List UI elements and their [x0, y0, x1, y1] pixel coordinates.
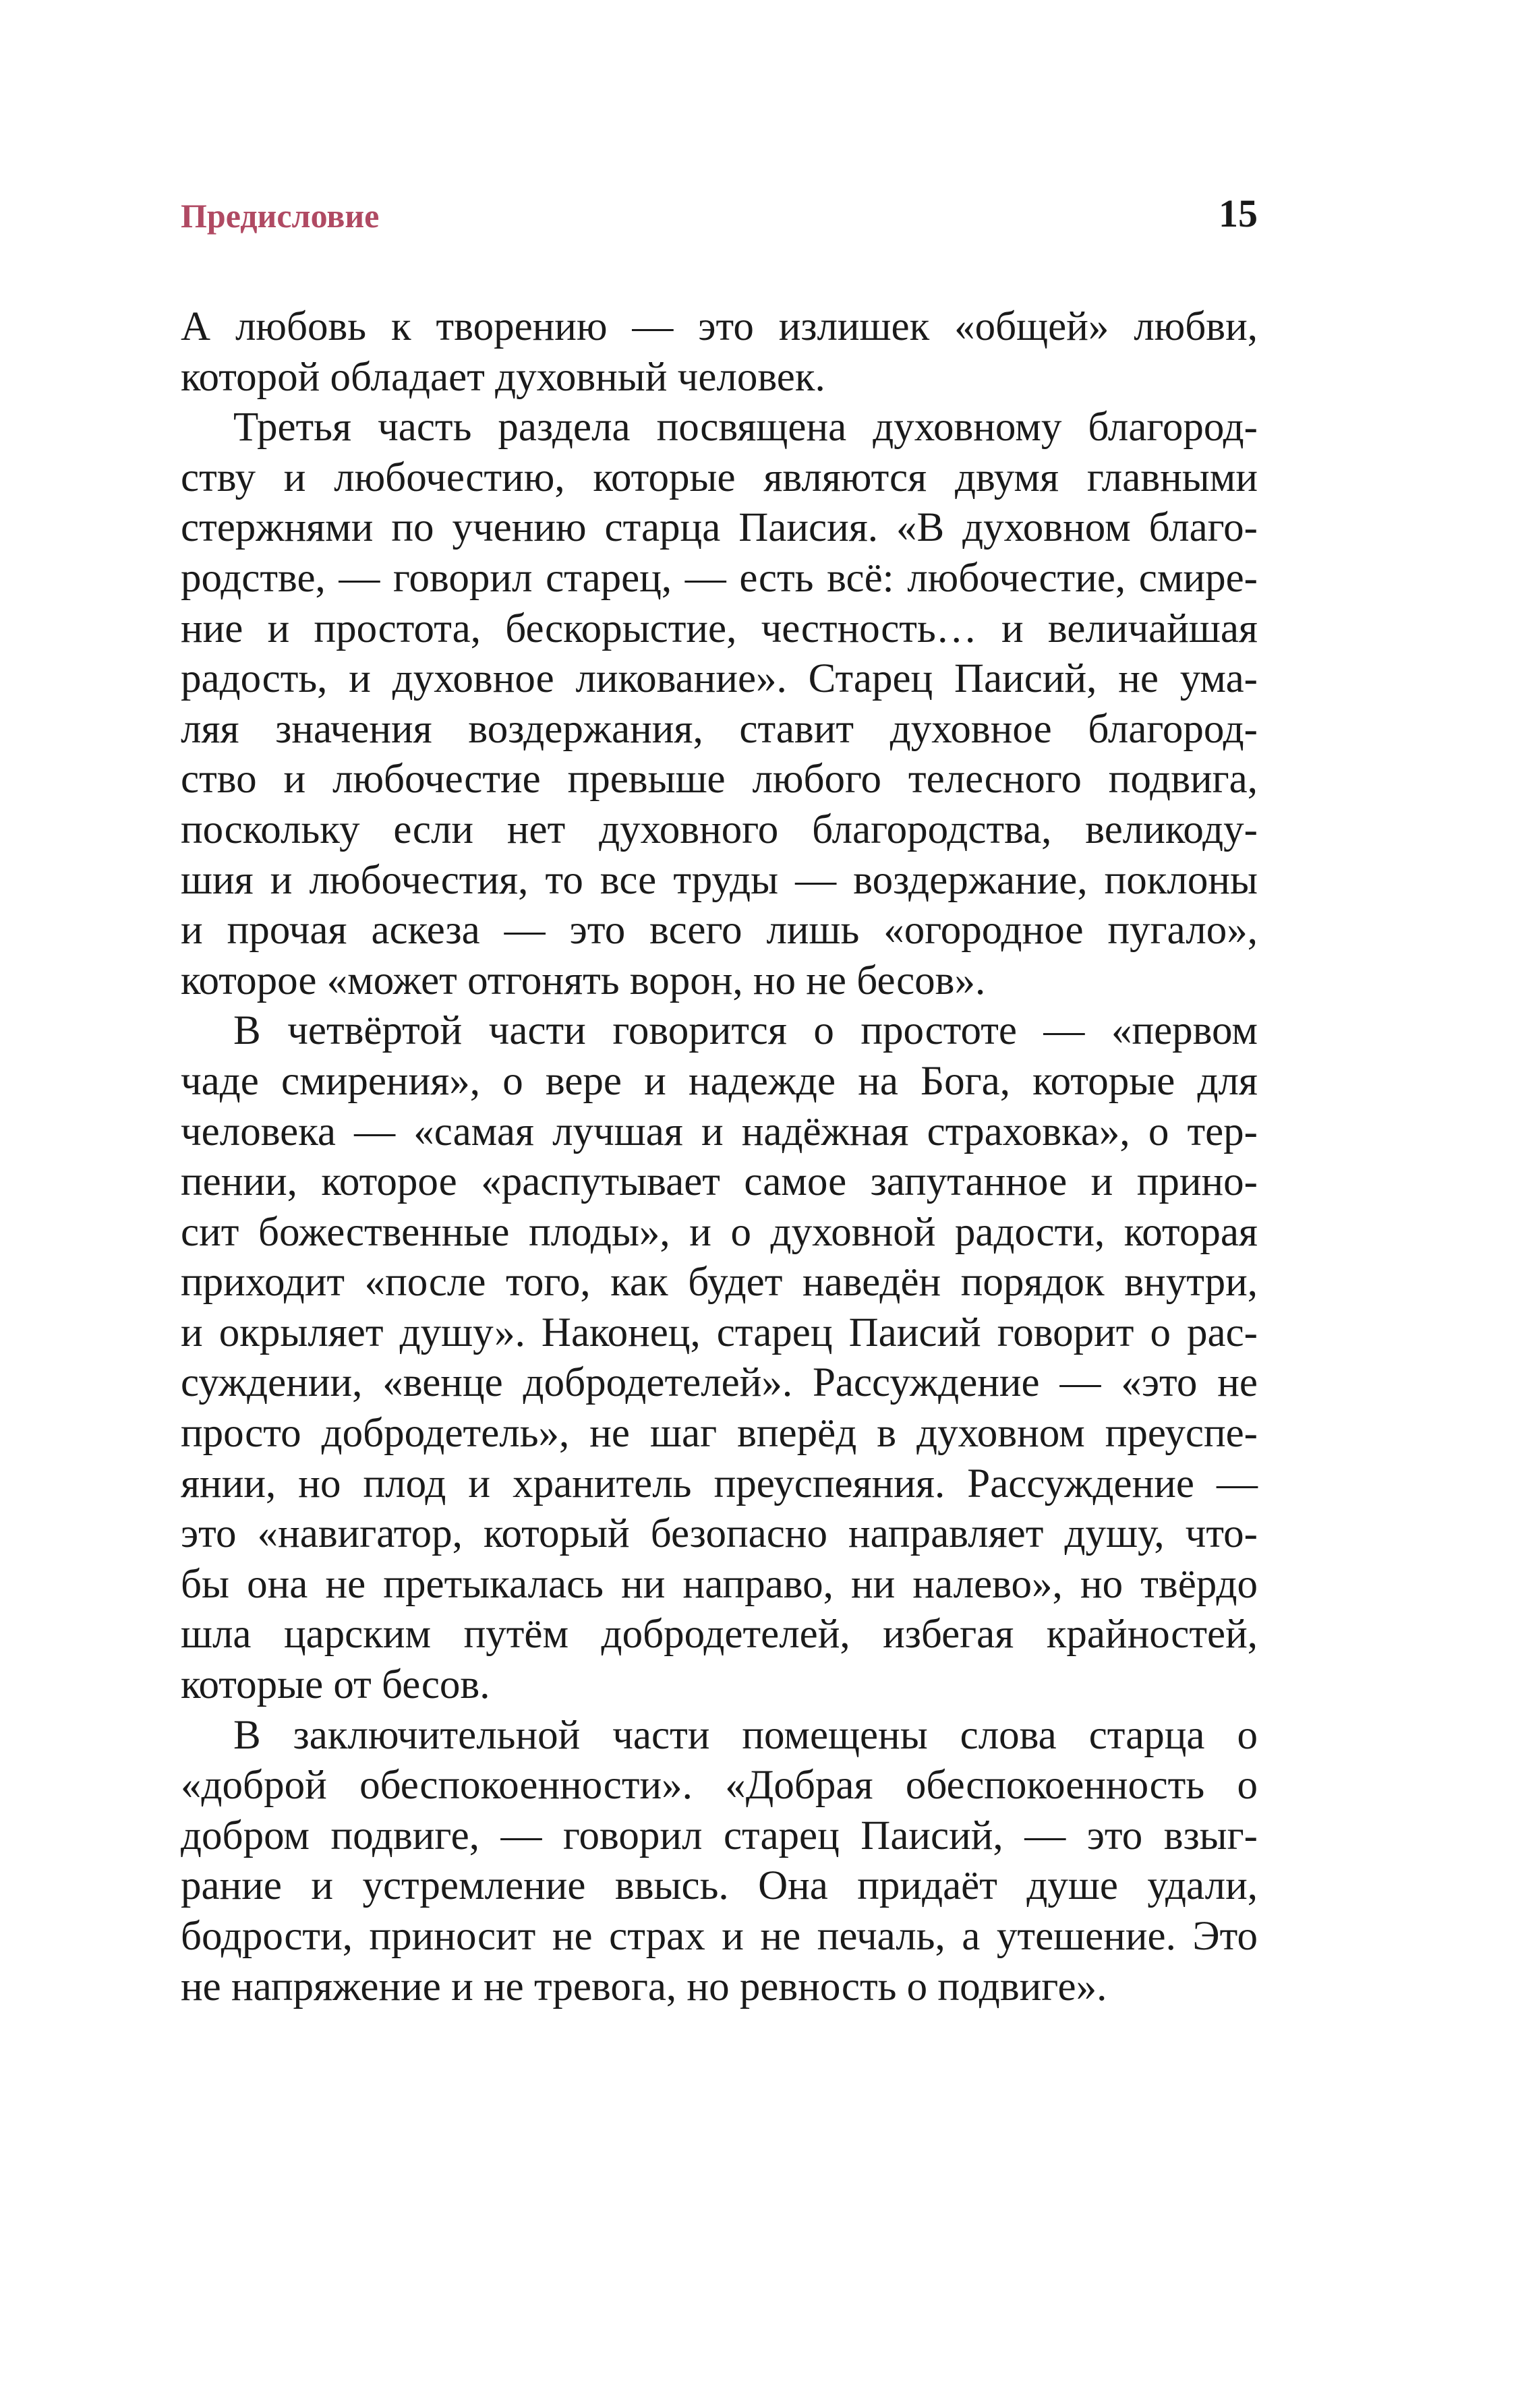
text-line: не напряжение и не тревога, но ревность о подвиге».	[181, 1964, 1107, 2009]
text-line: родстве, — говорил старец, — есть всё: любочестие, смире-	[181, 555, 1258, 601]
text-line: приходит «после того, как будет наведён порядок внутри,	[181, 1260, 1258, 1305]
text-line: которой обладает духовный человек.	[181, 354, 825, 400]
text-line: янии, но плод и хранитель преуспеяния. Рассуждение —	[181, 1461, 1258, 1506]
text-line: ство и любочестие превыше любого телесного подвига,	[181, 757, 1258, 802]
text-line: В четвёртой части говорится о простоте — «первом	[233, 1008, 1258, 1054]
paragraph	[181, 403, 1258, 1006]
text-line: которые от бесов.	[181, 1662, 490, 1708]
page-number: 15	[1219, 192, 1258, 235]
text-line: ляя значения воздержания, ставит духовное благород-	[181, 706, 1258, 752]
text-line: и окрыляет душу». Наконец, старец Паисий говорит о рас-	[181, 1310, 1258, 1355]
text-line: пении, которое «распутывает самое запутанное и прино-	[181, 1159, 1258, 1205]
text-line: рание и устремление ввысь. Она придаёт душе удали,	[181, 1863, 1258, 1909]
text-line: бодрости, приносит не страх и не печаль, а утешение. Это	[181, 1914, 1258, 1959]
text-line: просто добродетель», не шаг вперёд в духовном преуспе-	[181, 1411, 1258, 1457]
text-line: шия и любочестия, то все труды — воздержание, поклоны	[181, 857, 1258, 903]
paragraph	[181, 302, 1258, 403]
text-line: А любовь к творению — это излишек «общей» любви,	[181, 304, 1258, 349]
running-head-section-title: Предисловие	[181, 197, 380, 235]
text-line: сит божественные плоды», и о духовной радости, которая	[181, 1209, 1258, 1255]
text-line: Третья часть раздела посвящена духовному благород-	[233, 405, 1258, 450]
text-line: «доброй обеспокоенности». «Добрая обеспокоенность о	[181, 1763, 1258, 1809]
text-line: радость, и духовное ликование». Старец Паисий, не ума-	[181, 656, 1258, 702]
text-line: добром подвиге, — говорил старец Паисий, — это взыг-	[181, 1813, 1258, 1858]
text-line: шла царским путём добродетелей, избегая крайностей,	[181, 1612, 1258, 1657]
text-line: поскольку если нет духовного благородства, великоду-	[181, 806, 1258, 852]
paragraph	[181, 1711, 1258, 2013]
text-line: суждении, «венце добродетелей». Рассуждение — «это не	[181, 1360, 1258, 1406]
text-line: ние и простота, бескорыстие, честность… и величайшая	[181, 606, 1258, 651]
text-line: и прочая аскеза — это всего лишь «огородное пугало»,	[181, 908, 1258, 953]
text-line: человека — «самая лучшая и надёжная страховка», о тер-	[181, 1109, 1258, 1154]
text-line: это «навигатор, который безопасно направляет душу, что-	[181, 1511, 1258, 1557]
text-line: В заключительной части помещены слова старца о	[233, 1712, 1258, 1758]
paragraph	[181, 1006, 1258, 1710]
text-line: стержнями по учению старца Паисия. «В духовном благо-	[181, 505, 1258, 551]
text-line: ству и любочестию, которые являются двумя главными	[181, 454, 1258, 500]
body-text	[181, 302, 1258, 2012]
text-line: бы она не претыкалась ни направо, ни налево», но твёрдо	[181, 1561, 1258, 1607]
text-line: которое «может отгонять ворон, но не бесов».	[181, 958, 986, 1003]
text-line: чаде смирения», о вере и надежде на Бога, которые для	[181, 1058, 1258, 1104]
